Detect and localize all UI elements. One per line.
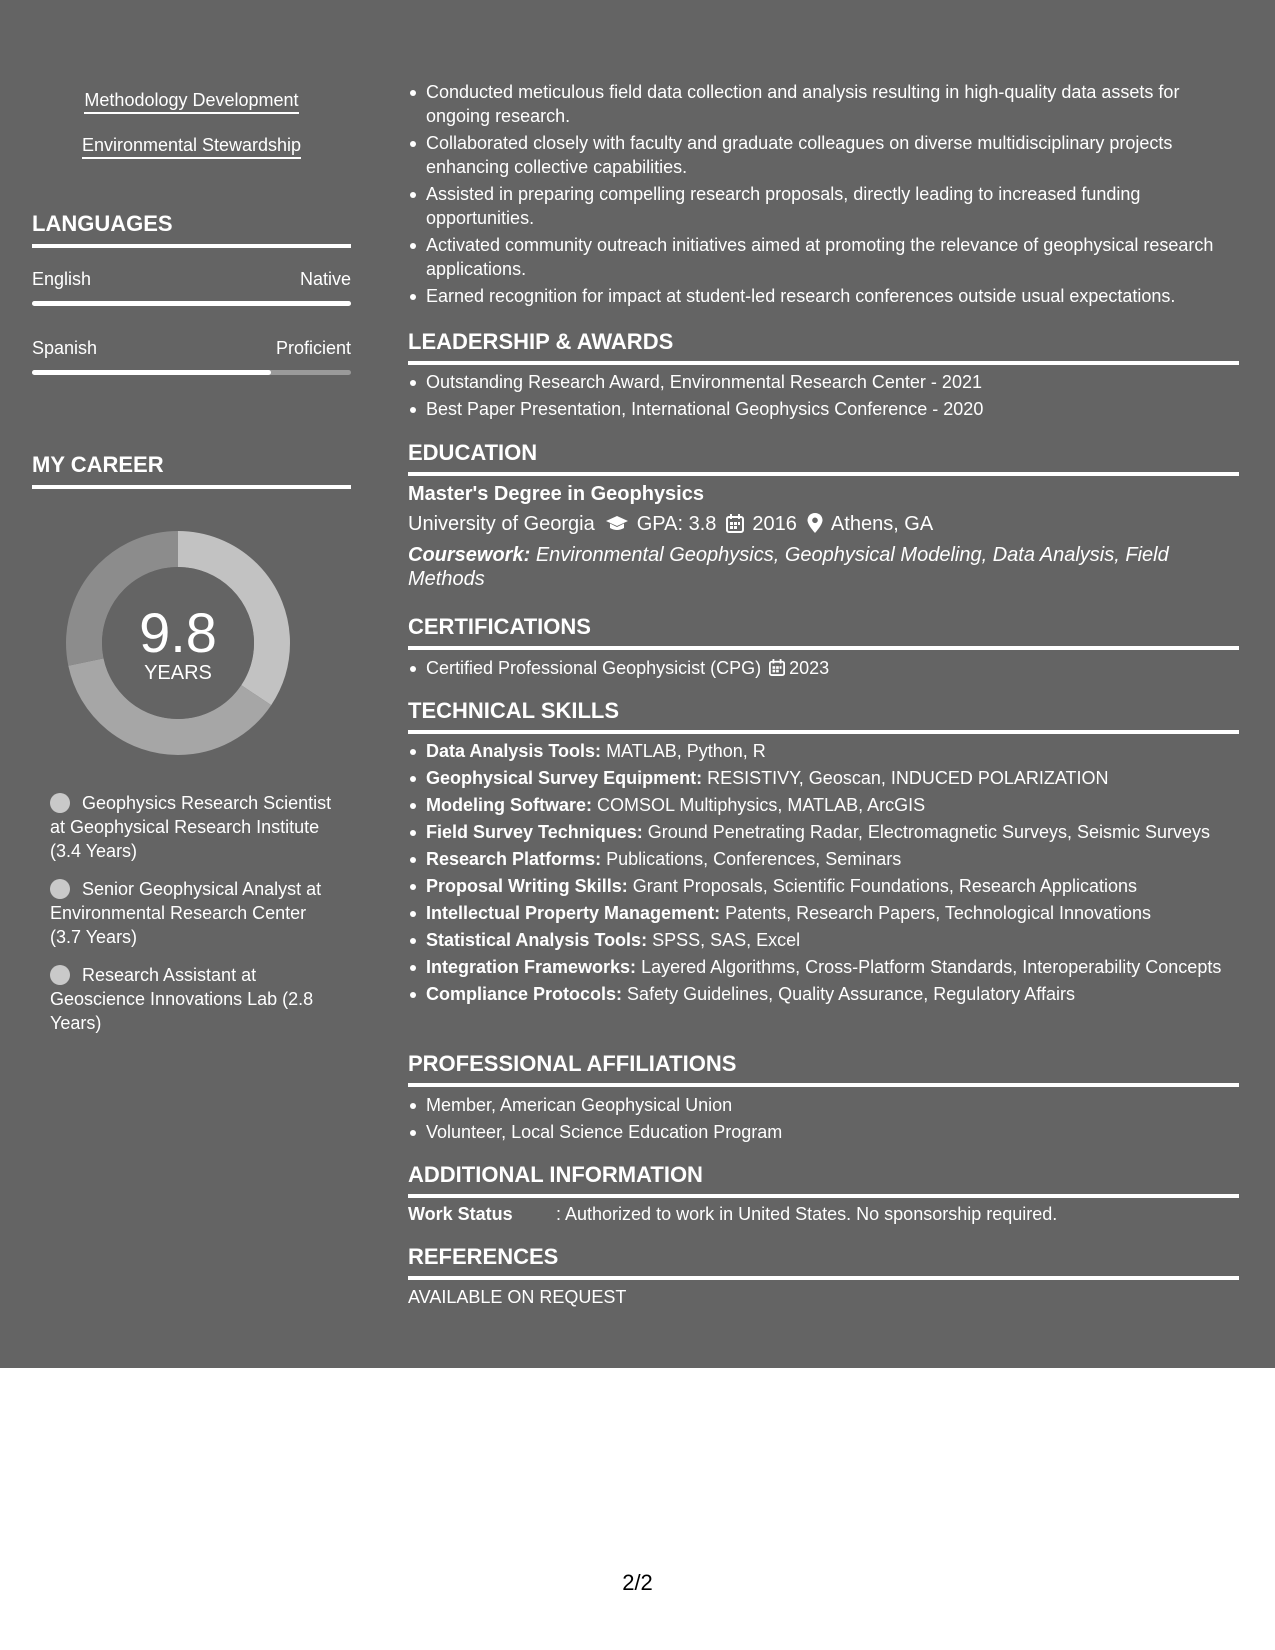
languages-heading: LANGUAGES [32,210,351,248]
leadership-list [408,370,1239,424]
career-legend-item [50,963,335,1035]
language-name: English [32,269,92,289]
career-total-unit: YEARS [144,662,212,684]
legend-dot-icon [50,879,70,899]
career-legend-label: Research Assistant at Geoscience Innovations Lab (2.8 Years) [50,965,314,1033]
affiliation-item: Volunteer, Local Science Education Program [426,1120,1239,1144]
experience-bullets [408,80,1239,311]
technical-skill-item [426,793,1239,817]
technical-skill-item [426,820,1239,844]
language-bar-fill [32,370,271,375]
technical-skill-item [426,928,1239,952]
experience-bullet: Earned recognition for impact at student-led research conferences outside usual expectations. [426,284,1239,308]
education-gpa: GPA: 3.8 [636,513,717,535]
technical-skill-item [426,955,1239,979]
award-item: Best Paper Presentation, International Geophysics Conference - 2020 [426,397,1239,421]
coursework-value: Environmental Geophysics, Geophysical Modeling, Data Analysis, Field Methods [408,544,1169,590]
experience-bullet: Activated community outreach initiatives aimed at promoting the relevance of geophysical research applications. [426,233,1239,281]
leadership-heading: LEADERSHIP & AWARDS [408,328,1239,365]
certifications-heading: CERTIFICATIONS [408,613,1239,650]
certification-year: 2023 [789,658,830,678]
language-level: Native [299,269,351,289]
career-legend-label: Geophysics Research Scientist at Geophysical Research Institute (3.4 Years) [50,793,332,861]
career-total-years: 9.8 [139,601,217,664]
language-bar [32,301,351,306]
language-name: Spanish [32,338,98,358]
technical-skills-heading: TECHNICAL SKILLS [408,697,1239,734]
education-year: 2016 [752,513,797,535]
certification-item [426,656,1239,682]
skill-values: COMSOL Multiphysics, MATLAB, ArcGIS [597,795,926,815]
education-heading: EDUCATION [408,439,1239,476]
technical-skill-item [426,739,1239,763]
skill-category: Integration Frameworks: [426,957,637,977]
career-heading: MY CAREER [32,451,351,489]
references-heading: REFERENCES [408,1243,1239,1280]
technical-skill-item [426,847,1239,871]
experience-bullet: Assisted in preparing compelling research proposals, directly leading to increased funding opportunities. [426,182,1239,230]
skill-category: Geophysical Survey Equipment: [426,768,703,788]
technical-skill-item [426,982,1239,1006]
education-details [408,511,933,540]
language-bar [32,370,351,375]
skill-tag-label: Environmental Stewardship [82,135,301,159]
skill-tag [32,88,351,112]
location-pin-icon [807,513,823,540]
education-school: University of Georgia [408,513,595,535]
skill-values: Layered Algorithms, Cross-Platform Standards, Interoperability Concepts [641,957,1222,977]
references-text: AVAILABLE ON REQUEST [408,1287,627,1307]
calendar-icon [726,514,744,540]
technical-skill-item [426,874,1239,898]
award-item: Outstanding Research Award, Environmental Research Center - 2021 [426,370,1239,394]
skill-category: Compliance Protocols: [426,984,623,1004]
experience-bullet: Conducted meticulous field data collection and analysis resulting in high-quality data assets for ongoing research. [426,80,1239,128]
education-degree: Master's Degree in Geophysics [408,483,704,505]
work-status-row [408,1202,1239,1226]
skill-values: Patents, Research Papers, Technological Innovations [725,903,1152,923]
skill-values: RESISTIVY, Geoscan, INDUCED POLARIZATION [707,768,1109,788]
career-donut-center [66,531,290,755]
skill-values: Publications, Conferences, Seminars [606,849,902,869]
skill-values: MATLAB, Python, R [606,741,766,761]
skill-category: Proposal Writing Skills: [426,876,628,896]
legend-dot-icon [50,965,70,985]
skill-category: Modeling Software: [426,795,592,815]
certification-name: Certified Professional Geophysicist (CPG) [426,658,762,678]
skill-tag-label: Methodology Development [84,90,298,114]
skill-values: SPSS, SAS, Excel [652,930,801,950]
language-bar-fill [32,301,351,306]
affiliations-list [408,1093,1239,1147]
affiliation-item: Member, American Geophysical Union [426,1093,1239,1117]
career-legend-item [50,877,335,949]
skill-tag [32,133,351,157]
graduation-cap-icon [605,514,629,540]
career-legend-label: Senior Geophysical Analyst at Environmental Research Center (3.7 Years) [50,879,322,947]
education-coursework [408,543,1188,591]
work-status-label: Work Status [408,1204,513,1224]
additional-info-heading: ADDITIONAL INFORMATION [408,1161,1239,1198]
skill-category: Statistical Analysis Tools: [426,930,648,950]
legend-dot-icon [50,793,70,813]
calendar-icon [769,658,785,682]
skill-category: Research Platforms: [426,849,602,869]
skill-values: Ground Penetrating Radar, Electromagnetic Surveys, Seismic Surveys [647,822,1211,842]
career-legend-item [50,791,335,863]
skill-category: Field Survey Techniques: [426,822,643,842]
education-location: Athens, GA [830,513,934,535]
skill-values: Grant Proposals, Scientific Foundations, Research Applications [632,876,1137,896]
certifications-list [408,656,1239,685]
technical-skill-item [426,901,1239,925]
work-status-value: : Authorized to work in United States. No sponsorship required. [556,1204,1058,1224]
career-donut-chart [66,531,290,755]
page-number: 2/2 [622,1570,653,1595]
skill-values: Safety Guidelines, Quality Assurance, Regulatory Affairs [627,984,1075,1004]
coursework-label: Coursework: [408,544,531,566]
skill-category: Data Analysis Tools: [426,741,602,761]
language-level: Proficient [275,338,351,358]
technical-skill-item [426,766,1239,790]
affiliations-heading: PROFESSIONAL AFFILIATIONS [408,1050,1239,1087]
experience-bullet: Collaborated closely with faculty and graduate colleagues on diverse multidisciplinary projects enhancing collective capabilities. [426,131,1239,179]
skill-category: Intellectual Property Management: [426,903,721,923]
technical-skills-list [408,739,1239,1009]
